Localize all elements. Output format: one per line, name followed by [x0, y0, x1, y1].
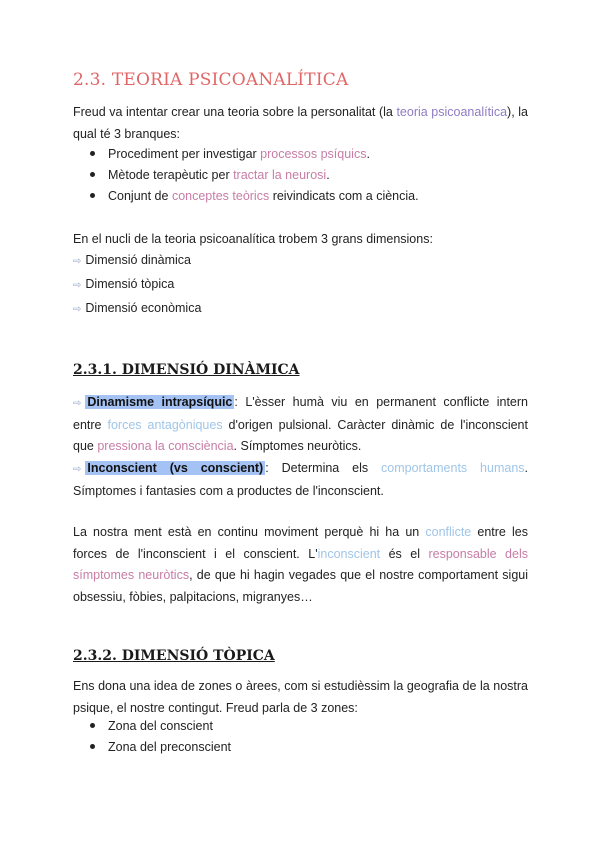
list-item [73, 250, 191, 273]
list-item [90, 165, 330, 187]
list-item [73, 274, 174, 297]
list-item-highlight: tractar la neurosi [233, 168, 327, 182]
list-item-text: Conjunt de [108, 189, 172, 203]
list-item-text: Procediment per investigar [108, 147, 261, 161]
bullet-icon [90, 172, 95, 177]
arrow-icon: ⇨ [73, 464, 82, 475]
paragraph-text: : Determina els [265, 461, 382, 475]
paragraph-text: , de que hi hagin vegades que el nostre comportament sigui obsessiu, fòbies, palpitacions, migranyes… [73, 568, 528, 604]
list-item [90, 737, 231, 759]
term-dinamisme: Dinamisme intrapsíquic [87, 395, 233, 409]
highlight-forces: forces antagòniques [107, 417, 223, 432]
list-item [90, 186, 419, 208]
arrow-icon: ⇨ [73, 280, 82, 291]
list-item [90, 144, 370, 166]
highlight-comportaments: comportaments humans [381, 461, 525, 475]
ment-paragraph [73, 522, 528, 608]
dimension-label: Dimensió tòpica [85, 277, 175, 291]
highlight-pressiona: pressiona la consciència [97, 439, 234, 453]
bullet-icon [90, 151, 95, 156]
paragraph-text: : L'èsser humà viu en permanent conflicte intern entre [73, 395, 528, 432]
list-item-text: . [366, 147, 370, 161]
list-item-text: reivindicats com a ciència. [269, 189, 419, 203]
highlight-teoria-psicoanalitica: teoria psicoanalítica [396, 105, 508, 119]
list-item-text: Zona del preconscient [108, 740, 231, 754]
term-inconscient: Inconscient (vs conscient) [87, 461, 264, 475]
paragraph-text: entre les forces de l'inconscient i el conscient. L' [73, 525, 528, 561]
arrow-icon: ⇨ [73, 398, 82, 409]
intro-text-end: ), la qual té 3 branques: [73, 105, 528, 141]
arrow-icon: ⇨ [73, 304, 82, 315]
intro-paragraph [73, 102, 528, 145]
list-item-text: Mètode terapèutic per [108, 168, 234, 182]
section-heading-teoria: 2.3. TEORIA PSICOANALÍTICA [73, 70, 349, 90]
highlight-responsable: responsable dels símptomes neuròtics [73, 546, 528, 582]
arrow-icon: ⇨ [73, 256, 82, 267]
list-item-highlight: conceptes teòrics [171, 189, 270, 203]
inconscient-paragraph [73, 458, 528, 502]
paragraph-text: . Símptomes neuròtics. [233, 439, 362, 453]
nucli-intro: En el nucli de la teoria psicoanalítica trobem 3 grans dimensions: [73, 232, 433, 246]
intro-text: Freud va intentar crear una teoria sobre la personalitat (la [73, 105, 397, 119]
paragraph-text: . Símptomes i fantasies com a productes de l'inconscient. [73, 461, 529, 498]
bullet-icon [90, 744, 95, 749]
dimension-label: Dimensió dinàmica [85, 253, 191, 267]
list-item-text: . [326, 168, 330, 182]
list-item-text: Zona del conscient [108, 719, 213, 733]
list-item [73, 298, 201, 321]
dimension-label: Dimensió econòmica [85, 301, 202, 315]
section-heading-dinamica: 2.3.1. DIMENSIÓ DINÀMICA [73, 362, 300, 378]
highlight-conflicte: conflicte [425, 525, 472, 539]
paragraph-text: La nostra ment està en continu moviment perquè hi ha un [73, 525, 426, 539]
bullet-icon [90, 193, 95, 198]
bullet-icon [90, 723, 95, 728]
highlight-inconscient: inconscient [317, 546, 381, 561]
topica-paragraph: Ens dona una idea de zones o àrees, com si estudièssim la geografia de la nostra psique, el nostre contingut. Freud parla de 3 zones: [73, 679, 528, 715]
list-item [90, 716, 213, 738]
paragraph-text: d'origen pulsional. Caràcter dinàmic de l'inconscient que [73, 417, 528, 453]
dinamisme-paragraph [73, 392, 528, 458]
section-heading-topica: 2.3.2. DIMENSIÓ TÒPICA [73, 648, 275, 664]
list-item-highlight: processos psíquics [260, 147, 367, 161]
paragraph-text: és el [380, 546, 429, 561]
